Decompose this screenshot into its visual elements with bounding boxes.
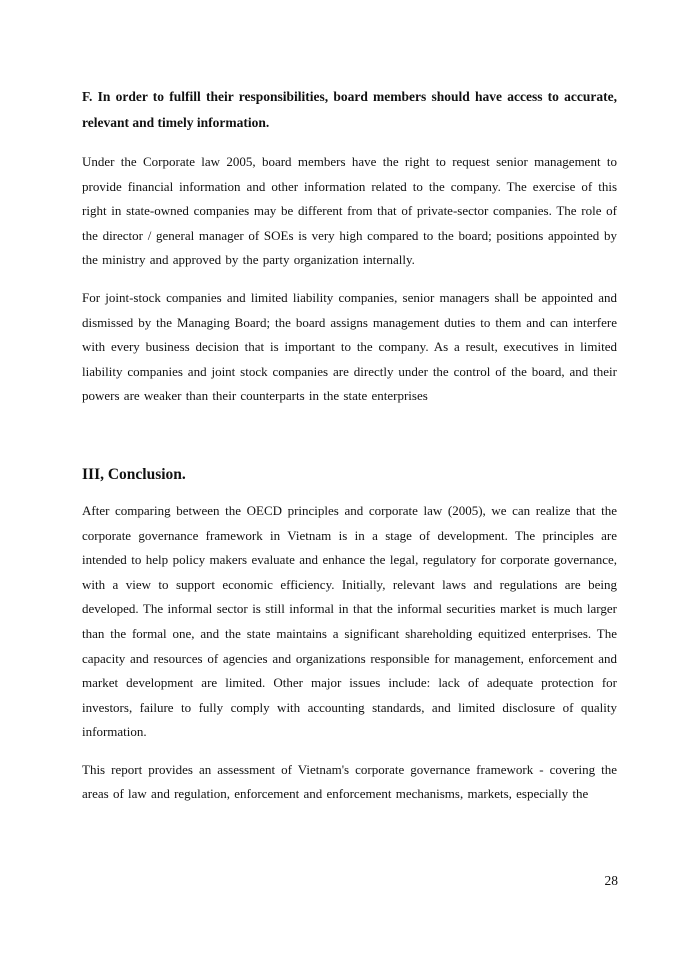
document-page: [82, 84, 617, 820]
conclusion-paragraph-1: After comparing between the OECD principles and corporate law (2005), we can realize that the corporate governance framework in Vietnam is in a stage of development. The principles are intended to help policy makers evaluate and enhance the legal, regulatory for corporate governance, with a view to support economic efficiency. Initially, relevant laws and regulations are being developed. The informal sector is still informal in that the informal securities market is much larger than the formal one, and the state maintains a significant shareholding equitized enterprises. The capacity and resources of agencies and organizations responsible for management, enforcement and market development are limited. Other major issues include: lack of adequate protection for investors, failure to fully comply with accounting standards, and limited disclosure of quality information.: [82, 502, 617, 740]
section-f-heading: F. In order to fulfill their responsibilities, board members should have access to accurate, relevant and timely information.: [82, 89, 617, 130]
section-f-paragraph-2: For joint-stock companies and limited liability companies, senior managers shall be appointed and dismissed by the Managing Board; the board assigns management duties to them and can interfere with every business decision that is important to the company. As a result, executives in limited liability companies and joint stock companies are directly under the control of the board, and their powers are weaker than their counterparts in the state enterprises: [82, 289, 617, 404]
conclusion-paragraph-2: This report provides an assessment of Vietnam's corporate governance framework - covering the areas of law and regulation, enforcement and enforcement mechanisms, markets, especially the: [82, 761, 617, 802]
page-number: 28: [604, 873, 618, 888]
conclusion-title: III, Conclusion.: [82, 465, 186, 483]
section-f-paragraph-1: Under the Corporate law 2005, board members have the right to request senior management to provide financial information and other information related to the company. The exercise of this right in state-owned companies may be different from that of private-sector companies. The role of the director / general manager of SOEs is very high compared to the board; positions appointed by the ministry and approved by the party organization internally.: [82, 154, 617, 268]
